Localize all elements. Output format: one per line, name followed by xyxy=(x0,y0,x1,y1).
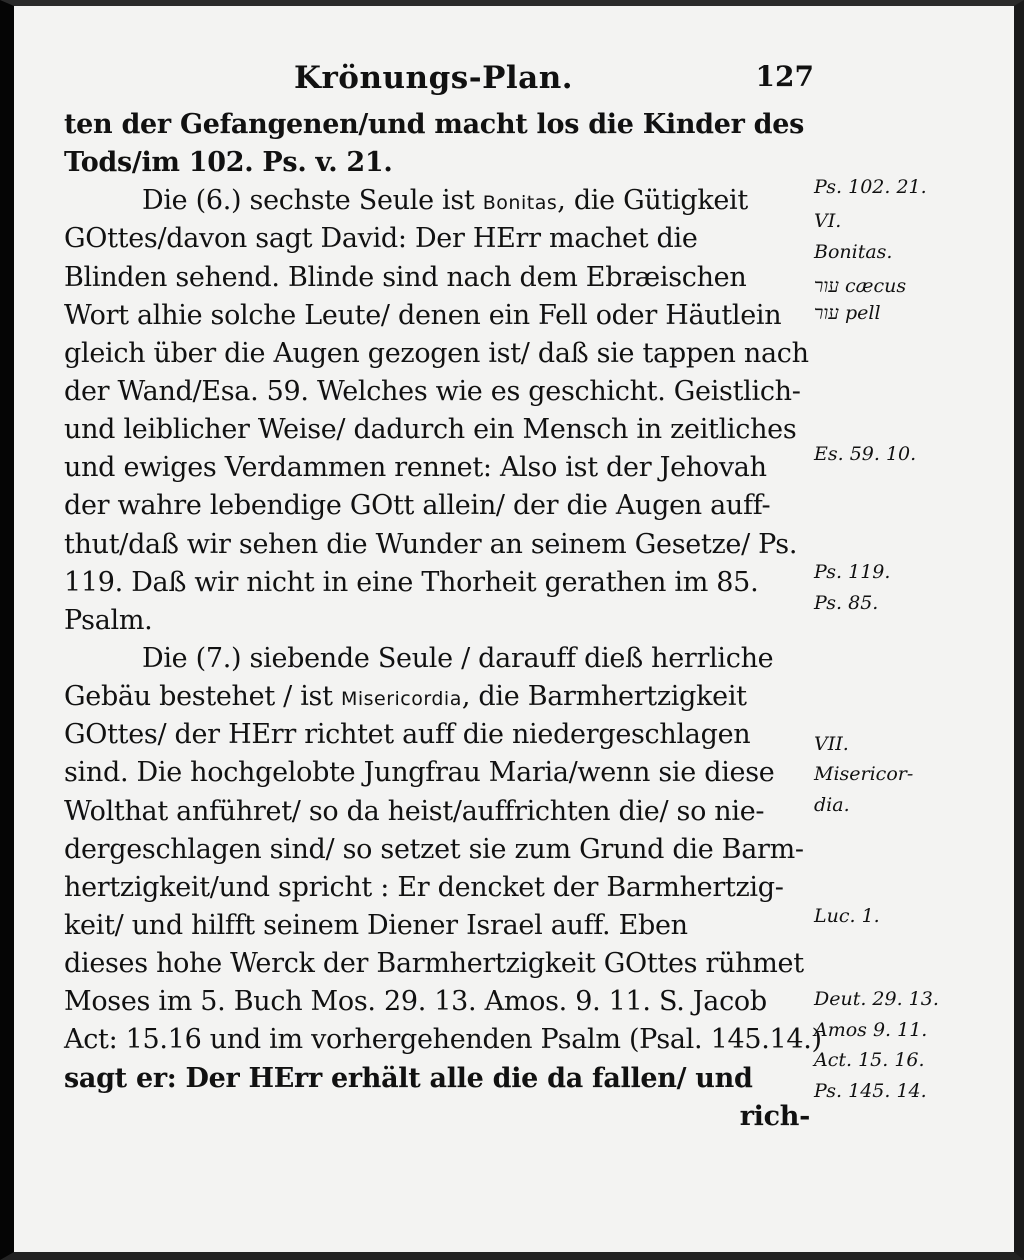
page-number: 127 xyxy=(755,60,814,93)
text-line: Moses im 5. Buch Mos. 29. 13. Amos. 9. 11. S. Jacob xyxy=(64,986,767,1018)
text-line: der Wand/Esa. 59. Welches wie es geschicht. Geistlich- xyxy=(64,375,801,407)
latin-term: Bonitas xyxy=(482,192,558,215)
margin-note: dia. xyxy=(814,793,850,816)
margin-notes xyxy=(814,106,1004,1146)
running-title: Krönungs-Plan. xyxy=(294,60,574,96)
margin-note: Amos 9. 11. xyxy=(814,1018,928,1041)
text-line: Blinden sehend. Blinde sind nach dem Ebræischen xyxy=(64,261,747,293)
book-page xyxy=(14,6,1014,1252)
margin-note: עור pell xyxy=(814,301,881,324)
text-span: Die (6.) sechste Seule ist xyxy=(142,185,483,217)
text-span: , die Gütigkeit xyxy=(557,185,748,217)
text-line xyxy=(64,182,810,220)
text-line: und ewiges Verdammen rennet: Also ist der Jehovah xyxy=(64,452,767,484)
margin-note: Misericor- xyxy=(814,763,914,786)
text-line: Act: 15.16 und im vorhergehenden Psalm (Psal. 145.14.) xyxy=(64,1024,822,1056)
text-line: und leiblicher Weise/ dadurch ein Mensch in zeitliches xyxy=(64,414,797,446)
margin-note: VI. xyxy=(814,210,842,233)
text-line: ten der Gefangenen/und macht los die Kinder des xyxy=(64,109,805,140)
text-line: gleich über die Augen gezogen ist/ daß sie tappen nach xyxy=(64,337,809,369)
text-line: Die (7.) siebende Seule / darauff dieß herrliche xyxy=(142,642,774,674)
margin-note: Luc. 1. xyxy=(814,904,880,927)
text-span: Gebäu bestehet / ist xyxy=(64,681,341,713)
margin-note: Ps. 85. xyxy=(814,591,879,614)
text-line: thut/daß wir sehen die Wunder an seinem Gesetze/ Ps. xyxy=(64,528,798,560)
text-line xyxy=(64,678,810,716)
text-line: Wort alhie solche Leute/ denen ein Fell oder Häutlein xyxy=(64,299,782,331)
margin-note: Bonitas. xyxy=(814,240,893,263)
latin-term: Misericordia xyxy=(340,688,462,711)
text-line: Tods/im 102. Ps. v. 21. xyxy=(64,147,393,179)
margin-note: Ps. 119. xyxy=(814,561,891,584)
main-text-block xyxy=(64,106,822,1136)
text-line: keit/ und hilfft seinem Diener Israel auff. Eben xyxy=(64,909,688,941)
text-line: Psalm. xyxy=(64,604,153,636)
margin-note: VII. xyxy=(814,732,849,755)
text-line: sagt er: Der HErr erhält alle die da fallen/ und xyxy=(64,1062,753,1094)
text-line: sind. Die hochgelobte Jungfrau Maria/wenn sie diese xyxy=(64,757,775,789)
text-line: dergeschlagen sind/ so setzet sie zum Grund die Barm- xyxy=(64,833,804,865)
text-line: 119. Daß wir nicht in eine Thorheit gerathen im 85. xyxy=(64,566,759,598)
text-line: Wolthat anführet/ so da heist/auffrichten die/ so nie- xyxy=(64,795,765,827)
margin-note: עור cæcus xyxy=(814,275,907,298)
text-line: GOttes/ der HErr richtet auff die niedergeschlagen xyxy=(64,719,751,751)
text-line: dieses hohe Werck der Barmhertzigkeit GOttes rühmet xyxy=(64,948,804,980)
margin-note: Act. 15. 16. xyxy=(814,1049,925,1072)
margin-note: Deut. 29. 13. xyxy=(814,988,939,1011)
text-line: der wahre lebendige GOtt allein/ der die Augen auff- xyxy=(64,490,771,522)
text-line: rich- xyxy=(739,1100,810,1132)
margin-note: Ps. 145. 14. xyxy=(814,1080,927,1102)
page-header xyxy=(74,60,814,100)
text-line: hertzigkeit/und spricht : Er dencket der Barmhertzig- xyxy=(64,871,784,903)
margin-note: Es. 59. 10. xyxy=(814,442,917,465)
margin-note: Ps. 102. 21. xyxy=(814,175,927,198)
text-span: , die Barmhertzigkeit xyxy=(461,681,747,713)
text-line: GOttes/davon sagt David: Der HErr machet die xyxy=(64,223,698,255)
